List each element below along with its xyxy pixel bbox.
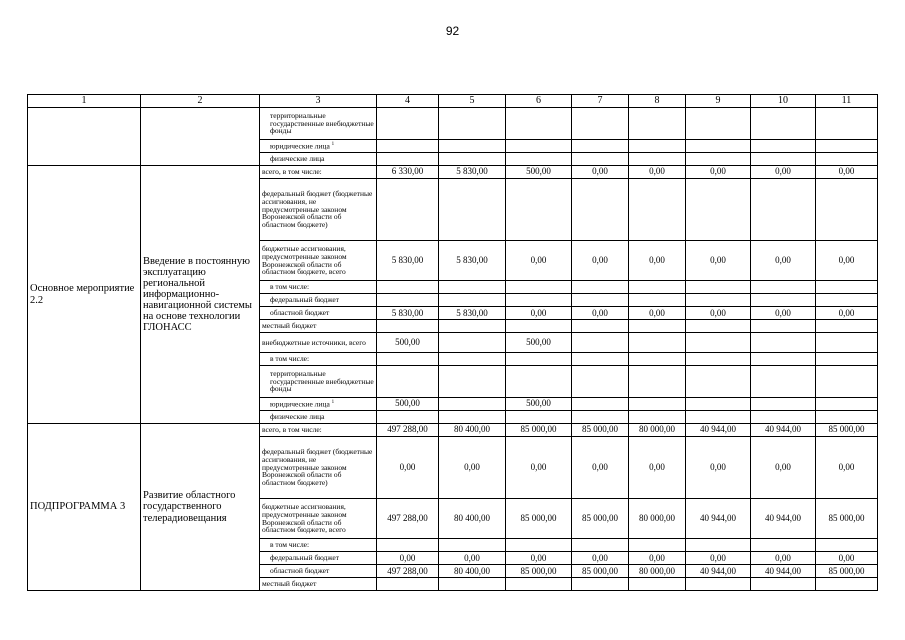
value-cell: [686, 294, 751, 307]
value-cell: [751, 294, 816, 307]
value-cell: [629, 333, 686, 353]
column-header: 4: [377, 95, 439, 108]
value-cell: [439, 539, 506, 552]
value-cell: 0,00: [686, 552, 751, 565]
source-label-cell: [260, 153, 377, 166]
value-cell: [377, 578, 439, 591]
source-label: в том числе:: [270, 540, 310, 550]
value-cell: [572, 333, 629, 353]
value-cell: [377, 353, 439, 366]
source-label-cell: [260, 424, 377, 437]
value-cell: [751, 333, 816, 353]
source-label-cell: [260, 294, 377, 307]
value-cell: [629, 179, 686, 241]
source-label-cell: [260, 179, 377, 241]
value-cell: 40 944,00: [751, 424, 816, 437]
value-cell: [751, 411, 816, 424]
source-label: местный бюджет: [262, 321, 317, 331]
source-label-cell: [260, 108, 377, 140]
value-cell: 40 944,00: [686, 565, 751, 578]
value-cell: 85 000,00: [506, 424, 572, 437]
value-cell: 0,00: [816, 166, 878, 179]
value-cell: 497 288,00: [377, 499, 439, 539]
value-cell: [686, 140, 751, 153]
column-header: 2: [141, 95, 260, 108]
value-cell: [572, 320, 629, 333]
value-cell: 0,00: [751, 166, 816, 179]
value-cell: [572, 366, 629, 398]
source-label-cell: [260, 437, 377, 499]
source-label-cell: [260, 281, 377, 294]
page-number: 92: [445, 24, 460, 38]
source-label: федеральный бюджет: [270, 553, 340, 563]
value-cell: [439, 578, 506, 591]
value-cell: 497 288,00: [377, 565, 439, 578]
value-cell: [629, 411, 686, 424]
source-label-cell: [260, 241, 377, 281]
value-cell: [816, 153, 878, 166]
value-cell: [439, 333, 506, 353]
value-cell: 0,00: [816, 307, 878, 320]
value-cell: 0,00: [629, 307, 686, 320]
value-cell: [377, 281, 439, 294]
source-label-cell: [260, 565, 377, 578]
value-cell: [439, 320, 506, 333]
measure-name-cell: ПОДПРОГРАММА 3: [28, 424, 141, 591]
value-cell: 0,00: [439, 437, 506, 499]
value-cell: [629, 539, 686, 552]
footnote-mark: 1: [331, 399, 335, 405]
value-cell: 500,00: [377, 333, 439, 353]
source-label-cell: [260, 140, 377, 153]
value-cell: [751, 108, 816, 140]
value-cell: [751, 281, 816, 294]
empty-cell: [141, 108, 260, 166]
value-cell: [572, 179, 629, 241]
source-label-cell: [260, 398, 377, 411]
value-cell: [572, 539, 629, 552]
value-cell: 0,00: [686, 241, 751, 281]
value-cell: [629, 108, 686, 140]
value-cell: 500,00: [506, 398, 572, 411]
value-cell: 0,00: [816, 241, 878, 281]
value-cell: [439, 294, 506, 307]
source-label-cell: [260, 333, 377, 353]
value-cell: 0,00: [377, 552, 439, 565]
measure-name-cell: Основное мероприятие 2.2: [28, 166, 141, 424]
value-cell: [572, 353, 629, 366]
value-cell: [506, 578, 572, 591]
value-cell: [816, 411, 878, 424]
value-cell: 0,00: [439, 552, 506, 565]
column-header: 6: [506, 95, 572, 108]
value-cell: [816, 108, 878, 140]
value-cell: 0,00: [686, 307, 751, 320]
value-cell: 5 830,00: [439, 307, 506, 320]
source-label: бюджетные ассигнования, предусмотренные законом Воронежской области об областном бюджете, всего: [262, 501, 347, 535]
value-cell: 6 330,00: [377, 166, 439, 179]
value-cell: [377, 366, 439, 398]
source-label-cell: [260, 499, 377, 539]
value-cell: 85 000,00: [816, 565, 878, 578]
value-cell: [439, 398, 506, 411]
value-cell: [686, 398, 751, 411]
value-cell: [572, 294, 629, 307]
value-cell: 0,00: [572, 552, 629, 565]
budget-table: [27, 94, 878, 591]
value-cell: [816, 578, 878, 591]
value-cell: 0,00: [377, 437, 439, 499]
value-cell: [751, 179, 816, 241]
value-cell: [629, 578, 686, 591]
value-cell: 0,00: [629, 166, 686, 179]
value-cell: [506, 411, 572, 424]
source-label-cell: [260, 411, 377, 424]
source-label: в том числе:: [270, 354, 310, 364]
value-cell: [439, 353, 506, 366]
value-cell: [816, 366, 878, 398]
value-cell: [439, 153, 506, 166]
value-cell: [751, 539, 816, 552]
value-cell: 80 400,00: [439, 499, 506, 539]
value-cell: 80 400,00: [439, 565, 506, 578]
value-cell: 500,00: [506, 333, 572, 353]
value-cell: [686, 411, 751, 424]
source-label-cell: [260, 552, 377, 565]
value-cell: [377, 140, 439, 153]
source-label-cell: [260, 539, 377, 552]
source-label: областной бюджет: [270, 566, 330, 576]
source-label: всего, в том числе:: [262, 425, 322, 435]
column-header: 1: [28, 95, 141, 108]
value-cell: 497 288,00: [377, 424, 439, 437]
column-header: 8: [629, 95, 686, 108]
value-cell: 5 830,00: [377, 241, 439, 281]
source-label: федеральный бюджет (бюджетные ассигнования, не предусмотренные законом Воронежской области об областном бюджете): [262, 446, 373, 488]
header-row: [28, 95, 878, 108]
value-cell: 40 944,00: [686, 424, 751, 437]
value-cell: [439, 140, 506, 153]
value-cell: [377, 411, 439, 424]
value-cell: [506, 281, 572, 294]
value-cell: 40 944,00: [686, 499, 751, 539]
value-cell: [686, 353, 751, 366]
value-cell: 85 000,00: [816, 499, 878, 539]
value-cell: 40 944,00: [751, 565, 816, 578]
value-cell: [751, 153, 816, 166]
value-cell: 85 000,00: [572, 565, 629, 578]
value-cell: [439, 411, 506, 424]
value-cell: 5 830,00: [439, 166, 506, 179]
value-cell: [629, 294, 686, 307]
value-cell: 85 000,00: [816, 424, 878, 437]
source-label: в том числе:: [270, 282, 310, 292]
value-cell: [572, 281, 629, 294]
value-cell: 0,00: [506, 241, 572, 281]
value-cell: [686, 366, 751, 398]
value-cell: 80 400,00: [439, 424, 506, 437]
value-cell: [506, 320, 572, 333]
source-label: внебюджетные источники, всего: [262, 337, 366, 347]
value-cell: [816, 179, 878, 241]
value-cell: [816, 398, 878, 411]
source-label-cell: [260, 578, 377, 591]
value-cell: 0,00: [686, 437, 751, 499]
source-label: областной бюджет: [270, 308, 330, 318]
source-label: юридические лица: [270, 141, 330, 151]
value-cell: 0,00: [629, 552, 686, 565]
value-cell: 0,00: [572, 241, 629, 281]
source-label: физические лица: [270, 412, 325, 422]
column-header: 9: [686, 95, 751, 108]
value-cell: [816, 353, 878, 366]
value-cell: [686, 578, 751, 591]
table-row: [28, 424, 878, 437]
value-cell: [816, 333, 878, 353]
column-header: 5: [439, 95, 506, 108]
value-cell: [506, 294, 572, 307]
source-label-cell: [260, 366, 377, 398]
value-cell: [506, 353, 572, 366]
value-cell: 85 000,00: [506, 565, 572, 578]
value-cell: 0,00: [816, 552, 878, 565]
value-cell: 0,00: [506, 307, 572, 320]
value-cell: 80 000,00: [629, 424, 686, 437]
value-cell: [629, 366, 686, 398]
value-cell: 0,00: [751, 552, 816, 565]
value-cell: [686, 320, 751, 333]
column-header: 10: [751, 95, 816, 108]
source-label: территориальные государственные внебюджетные фонды: [270, 110, 374, 136]
value-cell: [751, 578, 816, 591]
value-cell: [629, 353, 686, 366]
value-cell: [377, 539, 439, 552]
value-cell: [572, 578, 629, 591]
value-cell: 0,00: [572, 437, 629, 499]
table-row: [28, 108, 878, 140]
value-cell: 0,00: [686, 166, 751, 179]
value-cell: 0,00: [506, 552, 572, 565]
value-cell: [439, 108, 506, 140]
value-cell: 5 830,00: [377, 307, 439, 320]
value-cell: 80 000,00: [629, 565, 686, 578]
value-cell: [751, 353, 816, 366]
footnote-mark: 1: [331, 141, 335, 147]
value-cell: 85 000,00: [572, 499, 629, 539]
table-row: [28, 166, 878, 179]
value-cell: [572, 411, 629, 424]
column-header: 11: [816, 95, 878, 108]
value-cell: [751, 140, 816, 153]
value-cell: 500,00: [377, 398, 439, 411]
value-cell: 0,00: [572, 166, 629, 179]
value-cell: [816, 320, 878, 333]
value-cell: [686, 333, 751, 353]
source-label-cell: [260, 166, 377, 179]
value-cell: [506, 366, 572, 398]
value-cell: [506, 179, 572, 241]
value-cell: [751, 366, 816, 398]
value-cell: 0,00: [816, 437, 878, 499]
value-cell: [506, 140, 572, 153]
value-cell: [816, 281, 878, 294]
measure-description-cell: Развитие областного государственного телерадиовещания: [141, 424, 260, 591]
value-cell: [506, 539, 572, 552]
value-cell: [629, 153, 686, 166]
value-cell: [816, 539, 878, 552]
value-cell: 500,00: [506, 166, 572, 179]
value-cell: [629, 398, 686, 411]
value-cell: [377, 179, 439, 241]
value-cell: [377, 294, 439, 307]
value-cell: [377, 108, 439, 140]
value-cell: [506, 108, 572, 140]
value-cell: 80 000,00: [629, 499, 686, 539]
measure-description-cell: Введение в постоянную эксплуатацию региональной информационно-навигационной системы на основе технологии ГЛОНАСС: [141, 166, 260, 424]
value-cell: [439, 179, 506, 241]
value-cell: 0,00: [751, 437, 816, 499]
value-cell: [686, 108, 751, 140]
value-cell: [629, 281, 686, 294]
value-cell: [816, 294, 878, 307]
value-cell: [439, 366, 506, 398]
value-cell: 85 000,00: [572, 424, 629, 437]
value-cell: [377, 320, 439, 333]
source-label: юридические лица: [270, 399, 330, 409]
source-label-cell: [260, 320, 377, 333]
value-cell: 85 000,00: [506, 499, 572, 539]
source-label-cell: [260, 307, 377, 320]
value-cell: 40 944,00: [751, 499, 816, 539]
value-cell: 0,00: [751, 307, 816, 320]
value-cell: [439, 281, 506, 294]
value-cell: 0,00: [572, 307, 629, 320]
column-header: 3: [260, 95, 377, 108]
value-cell: 0,00: [629, 437, 686, 499]
source-label: физические лица: [270, 154, 325, 164]
value-cell: 5 830,00: [439, 241, 506, 281]
column-header: 7: [572, 95, 629, 108]
value-cell: [572, 140, 629, 153]
value-cell: [816, 140, 878, 153]
value-cell: [686, 539, 751, 552]
value-cell: [506, 153, 572, 166]
value-cell: [751, 398, 816, 411]
value-cell: 0,00: [506, 437, 572, 499]
source-label: всего, в том числе:: [262, 167, 322, 177]
source-label: федеральный бюджет (бюджетные ассигнования, не предусмотренные законом Воронежской области об областном бюджете): [262, 188, 373, 230]
value-cell: 0,00: [629, 241, 686, 281]
value-cell: [686, 281, 751, 294]
value-cell: [629, 140, 686, 153]
value-cell: [686, 153, 751, 166]
empty-cell: [28, 108, 141, 166]
value-cell: [572, 398, 629, 411]
value-cell: 0,00: [751, 241, 816, 281]
value-cell: [377, 153, 439, 166]
source-label-cell: [260, 353, 377, 366]
value-cell: [572, 153, 629, 166]
source-label: территориальные государственные внебюджетные фонды: [270, 368, 374, 394]
source-label: бюджетные ассигнования, предусмотренные законом Воронежской области об областном бюджете, всего: [262, 243, 347, 277]
value-cell: [751, 320, 816, 333]
source-label: местный бюджет: [262, 579, 317, 589]
value-cell: [572, 108, 629, 140]
value-cell: [686, 179, 751, 241]
source-label: федеральный бюджет: [270, 295, 340, 305]
value-cell: [629, 320, 686, 333]
